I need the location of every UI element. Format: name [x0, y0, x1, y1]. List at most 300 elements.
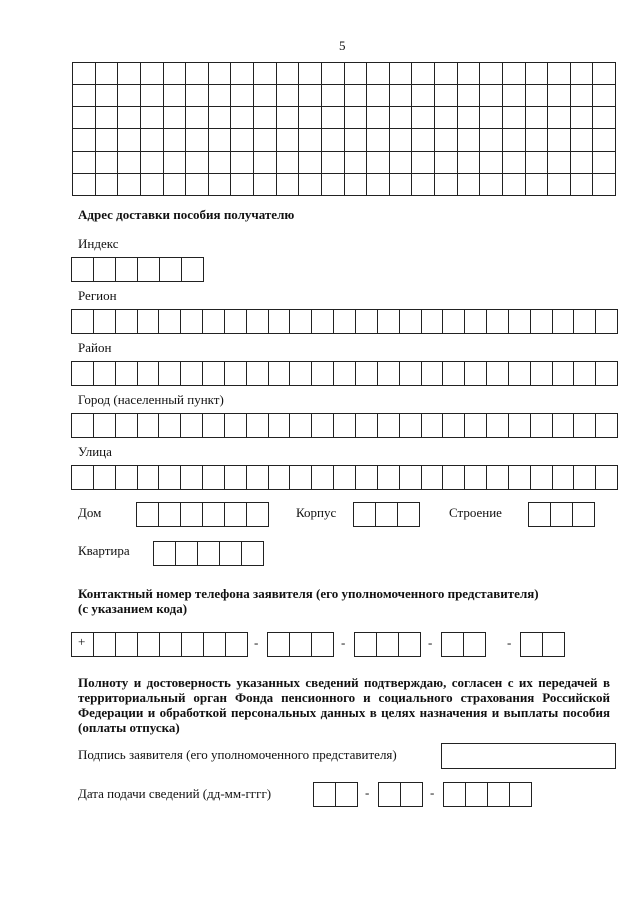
cell[interactable] [137, 414, 159, 437]
grid-cell[interactable] [231, 151, 254, 173]
cell[interactable] [400, 783, 422, 806]
grid-cell[interactable] [502, 173, 525, 195]
cell[interactable] [159, 258, 181, 281]
cell[interactable] [376, 633, 398, 656]
cell[interactable] [93, 310, 115, 333]
grid-cell[interactable] [95, 173, 118, 195]
grid-cell[interactable] [367, 63, 390, 85]
grid-cell[interactable] [163, 151, 186, 173]
grid-cell[interactable] [593, 151, 616, 173]
grid-cell[interactable] [593, 107, 616, 129]
grid-cell[interactable] [186, 63, 209, 85]
grid-cell[interactable] [276, 85, 299, 107]
cell[interactable] [444, 783, 465, 806]
structure-field[interactable] [528, 502, 595, 527]
cell[interactable] [311, 414, 333, 437]
building-field[interactable] [353, 502, 420, 527]
district-field[interactable] [71, 361, 618, 386]
grid-cell[interactable] [435, 85, 458, 107]
grid-cell[interactable] [389, 129, 412, 151]
grid-cell[interactable] [570, 151, 593, 173]
cell[interactable] [464, 310, 486, 333]
cell[interactable] [181, 258, 203, 281]
grid-cell[interactable] [389, 151, 412, 173]
grid-cell[interactable] [525, 173, 548, 195]
cell[interactable] [224, 466, 246, 489]
grid-cell[interactable] [389, 85, 412, 107]
grid-cell[interactable] [367, 107, 390, 129]
grid-cell[interactable] [118, 63, 141, 85]
cell[interactable] [552, 414, 574, 437]
cell[interactable] [289, 633, 311, 656]
cell[interactable] [573, 466, 595, 489]
grid-cell[interactable] [570, 63, 593, 85]
grid-cell[interactable] [208, 129, 231, 151]
grid-cell[interactable] [299, 173, 322, 195]
grid-cell[interactable] [254, 151, 277, 173]
grid-cell[interactable] [118, 151, 141, 173]
grid-cell[interactable] [435, 107, 458, 129]
apartment-field[interactable] [153, 541, 264, 566]
cell[interactable] [225, 633, 247, 656]
grid-cell[interactable] [435, 129, 458, 151]
cell[interactable] [530, 362, 552, 385]
grid-cell[interactable] [548, 107, 571, 129]
grid-cell[interactable] [367, 151, 390, 173]
cell[interactable] [289, 362, 311, 385]
date-day-field[interactable] [313, 782, 358, 807]
grid-cell[interactable] [276, 173, 299, 195]
grid-cell[interactable] [231, 85, 254, 107]
grid-cell[interactable] [231, 173, 254, 195]
grid-cell[interactable] [480, 85, 503, 107]
grid-cell[interactable] [367, 85, 390, 107]
cell[interactable] [398, 633, 420, 656]
grid-cell[interactable] [502, 129, 525, 151]
cell[interactable] [421, 362, 443, 385]
grid-cell[interactable] [254, 85, 277, 107]
grid-cell[interactable] [412, 129, 435, 151]
cell[interactable] [508, 310, 530, 333]
grid-cell[interactable] [457, 129, 480, 151]
grid-cell[interactable] [593, 129, 616, 151]
grid-cell[interactable] [208, 85, 231, 107]
cell[interactable] [442, 414, 464, 437]
cell[interactable] [115, 633, 137, 656]
grid-cell[interactable] [457, 107, 480, 129]
grid-cell[interactable] [95, 85, 118, 107]
grid-cell[interactable] [480, 107, 503, 129]
cell[interactable] [137, 362, 159, 385]
cell[interactable] [175, 542, 197, 565]
cell[interactable] [241, 542, 263, 565]
grid-cell[interactable] [186, 151, 209, 173]
phone-part2-field[interactable] [441, 632, 486, 657]
cell[interactable] [72, 466, 93, 489]
grid-cell[interactable] [186, 173, 209, 195]
grid-cell[interactable] [480, 129, 503, 151]
phone-code-field[interactable] [267, 632, 334, 657]
grid-cell[interactable] [276, 151, 299, 173]
cell[interactable] [487, 783, 509, 806]
cell[interactable] [311, 362, 333, 385]
cell[interactable] [268, 310, 290, 333]
cell[interactable] [72, 362, 93, 385]
grid-cell[interactable] [321, 129, 344, 151]
cell[interactable] [354, 503, 375, 526]
cell[interactable] [159, 633, 181, 656]
grid-cell[interactable] [457, 63, 480, 85]
cell[interactable] [442, 310, 464, 333]
grid-cell[interactable] [480, 173, 503, 195]
grid-cell[interactable] [299, 151, 322, 173]
grid-cell[interactable] [525, 151, 548, 173]
grid-cell[interactable] [321, 107, 344, 129]
grid-cell[interactable] [118, 85, 141, 107]
grid-cell[interactable] [389, 107, 412, 129]
grid-cell[interactable] [435, 173, 458, 195]
cell[interactable] [158, 466, 180, 489]
cell[interactable] [508, 362, 530, 385]
grid-cell[interactable] [344, 151, 367, 173]
grid-cell[interactable] [208, 107, 231, 129]
cell[interactable] [464, 466, 486, 489]
grid-cell[interactable] [140, 173, 163, 195]
grid-cell[interactable] [502, 85, 525, 107]
cell[interactable] [137, 503, 158, 526]
cell[interactable] [521, 633, 542, 656]
continuation-grid[interactable] [72, 62, 616, 196]
grid-cell[interactable] [163, 129, 186, 151]
grid-cell[interactable] [412, 63, 435, 85]
grid-cell[interactable] [163, 107, 186, 129]
grid-cell[interactable] [95, 151, 118, 173]
cell[interactable] [509, 783, 531, 806]
cell[interactable] [595, 414, 617, 437]
cell[interactable] [377, 414, 399, 437]
grid-cell[interactable] [231, 107, 254, 129]
grid-cell[interactable] [231, 63, 254, 85]
cell[interactable] [203, 633, 225, 656]
cell[interactable] [137, 310, 159, 333]
cell[interactable] [377, 466, 399, 489]
grid-cell[interactable] [118, 173, 141, 195]
cell[interactable] [93, 362, 115, 385]
cell[interactable] [442, 466, 464, 489]
grid-cell[interactable] [73, 107, 96, 129]
cell[interactable] [355, 310, 377, 333]
grid-cell[interactable] [502, 107, 525, 129]
grid-cell[interactable] [163, 63, 186, 85]
grid-cell[interactable] [73, 85, 96, 107]
cell[interactable] [421, 414, 443, 437]
grid-cell[interactable] [73, 173, 96, 195]
cell[interactable] [572, 503, 594, 526]
grid-cell[interactable] [208, 63, 231, 85]
cell[interactable] [180, 466, 202, 489]
cell[interactable] [72, 310, 93, 333]
cell[interactable] [180, 414, 202, 437]
cell[interactable] [268, 633, 289, 656]
cell[interactable] [246, 362, 268, 385]
cell[interactable] [550, 503, 572, 526]
grid-cell[interactable] [480, 63, 503, 85]
grid-cell[interactable] [412, 107, 435, 129]
cell[interactable] [202, 414, 224, 437]
cell[interactable] [158, 310, 180, 333]
cell[interactable] [137, 633, 159, 656]
cell[interactable] [508, 466, 530, 489]
cell[interactable] [93, 414, 115, 437]
cell[interactable] [399, 362, 421, 385]
cell[interactable] [158, 503, 180, 526]
grid-cell[interactable] [525, 85, 548, 107]
cell[interactable] [552, 362, 574, 385]
cell[interactable] [464, 414, 486, 437]
grid-cell[interactable] [525, 129, 548, 151]
grid-cell[interactable] [140, 129, 163, 151]
grid-cell[interactable] [95, 63, 118, 85]
cell[interactable] [311, 310, 333, 333]
cell[interactable] [486, 466, 508, 489]
grid-cell[interactable] [480, 151, 503, 173]
grid-cell[interactable] [186, 107, 209, 129]
cell[interactable] [595, 466, 617, 489]
grid-cell[interactable] [344, 85, 367, 107]
phone-country-field[interactable] [71, 632, 248, 657]
grid-cell[interactable] [276, 129, 299, 151]
cell[interactable] [246, 503, 268, 526]
cell[interactable] [397, 503, 419, 526]
grid-cell[interactable] [321, 151, 344, 173]
date-month-field[interactable] [378, 782, 423, 807]
grid-cell[interactable] [457, 85, 480, 107]
cell[interactable] [463, 633, 485, 656]
grid-cell[interactable] [367, 129, 390, 151]
grid-cell[interactable] [118, 129, 141, 151]
cell[interactable] [552, 310, 574, 333]
signature-field[interactable] [441, 743, 616, 769]
cell[interactable] [333, 466, 355, 489]
cell[interactable] [268, 466, 290, 489]
cell[interactable] [421, 310, 443, 333]
grid-cell[interactable] [570, 173, 593, 195]
cell[interactable] [268, 414, 290, 437]
cell[interactable] [72, 414, 93, 437]
cell[interactable] [224, 362, 246, 385]
grid-cell[interactable] [299, 107, 322, 129]
grid-cell[interactable] [321, 63, 344, 85]
house-field[interactable] [136, 502, 269, 527]
grid-cell[interactable] [299, 85, 322, 107]
grid-cell[interactable] [208, 173, 231, 195]
grid-cell[interactable] [299, 63, 322, 85]
grid-cell[interactable] [548, 151, 571, 173]
grid-cell[interactable] [254, 63, 277, 85]
grid-cell[interactable] [548, 85, 571, 107]
grid-cell[interactable] [276, 63, 299, 85]
grid-cell[interactable] [570, 129, 593, 151]
phone-part3-field[interactable] [520, 632, 565, 657]
cell[interactable] [375, 503, 397, 526]
cell[interactable] [246, 414, 268, 437]
cell[interactable] [529, 503, 550, 526]
grid-cell[interactable] [344, 173, 367, 195]
grid-cell[interactable] [140, 85, 163, 107]
grid-cell[interactable] [457, 151, 480, 173]
cell[interactable] [465, 783, 487, 806]
cell[interactable] [180, 503, 202, 526]
cell[interactable] [355, 362, 377, 385]
grid-cell[interactable] [186, 129, 209, 151]
cell[interactable] [442, 362, 464, 385]
cell[interactable] [115, 258, 137, 281]
cell[interactable] [573, 414, 595, 437]
cell[interactable] [154, 542, 175, 565]
cell[interactable] [93, 633, 115, 656]
grid-cell[interactable] [73, 151, 96, 173]
grid-cell[interactable] [548, 63, 571, 85]
cell[interactable] [486, 414, 508, 437]
grid-cell[interactable] [525, 63, 548, 85]
cell[interactable] [377, 310, 399, 333]
cell[interactable] [530, 310, 552, 333]
cell[interactable] [573, 310, 595, 333]
grid-cell[interactable] [570, 107, 593, 129]
grid-cell[interactable] [502, 151, 525, 173]
grid-cell[interactable] [570, 85, 593, 107]
grid-cell[interactable] [321, 85, 344, 107]
grid-cell[interactable] [231, 129, 254, 151]
grid-cell[interactable] [186, 85, 209, 107]
cell[interactable] [333, 414, 355, 437]
cell[interactable] [93, 258, 115, 281]
cell[interactable] [202, 503, 224, 526]
cell[interactable] [311, 633, 333, 656]
grid-cell[interactable] [435, 63, 458, 85]
cell[interactable] [93, 466, 115, 489]
grid-cell[interactable] [163, 85, 186, 107]
cell[interactable] [442, 633, 463, 656]
grid-cell[interactable] [525, 107, 548, 129]
cell[interactable] [335, 783, 357, 806]
cell[interactable] [355, 633, 376, 656]
cell[interactable] [379, 783, 400, 806]
grid-cell[interactable] [140, 107, 163, 129]
cell[interactable] [115, 362, 137, 385]
cell[interactable] [202, 310, 224, 333]
cell[interactable] [289, 414, 311, 437]
cell[interactable] [224, 503, 246, 526]
cell[interactable] [289, 466, 311, 489]
cell[interactable] [530, 466, 552, 489]
grid-cell[interactable] [118, 107, 141, 129]
grid-cell[interactable] [163, 173, 186, 195]
cell[interactable] [246, 466, 268, 489]
grid-cell[interactable] [254, 129, 277, 151]
cell[interactable] [314, 783, 335, 806]
region-field[interactable] [71, 309, 618, 334]
grid-cell[interactable] [140, 151, 163, 173]
grid-cell[interactable] [593, 63, 616, 85]
grid-cell[interactable] [95, 107, 118, 129]
cell[interactable] [289, 310, 311, 333]
cell[interactable] [377, 362, 399, 385]
cell[interactable] [355, 414, 377, 437]
cell[interactable] [202, 362, 224, 385]
grid-cell[interactable] [344, 107, 367, 129]
grid-cell[interactable] [412, 85, 435, 107]
street-field[interactable] [71, 465, 618, 490]
grid-cell[interactable] [254, 107, 277, 129]
cell[interactable] [158, 414, 180, 437]
grid-cell[interactable] [321, 173, 344, 195]
cell[interactable] [115, 414, 137, 437]
cell[interactable] [224, 414, 246, 437]
grid-cell[interactable] [457, 173, 480, 195]
grid-cell[interactable] [548, 173, 571, 195]
cell[interactable] [224, 310, 246, 333]
grid-cell[interactable] [367, 173, 390, 195]
grid-cell[interactable] [412, 151, 435, 173]
cell[interactable] [311, 466, 333, 489]
cell[interactable] [137, 466, 159, 489]
cell[interactable] [197, 542, 219, 565]
grid-cell[interactable] [593, 85, 616, 107]
cell[interactable] [246, 310, 268, 333]
cell[interactable] [268, 362, 290, 385]
cell[interactable] [464, 362, 486, 385]
cell[interactable] [399, 414, 421, 437]
index-field[interactable] [71, 257, 204, 282]
grid-cell[interactable] [435, 151, 458, 173]
grid-cell[interactable] [95, 129, 118, 151]
cell[interactable] [399, 310, 421, 333]
cell[interactable] [180, 362, 202, 385]
cell[interactable] [333, 362, 355, 385]
cell[interactable] [355, 466, 377, 489]
cell[interactable] [595, 362, 617, 385]
city-field[interactable] [71, 413, 618, 438]
grid-cell[interactable] [412, 173, 435, 195]
cell[interactable] [115, 310, 137, 333]
date-year-field[interactable] [443, 782, 532, 807]
cell[interactable] [421, 466, 443, 489]
grid-cell[interactable] [299, 129, 322, 151]
cell[interactable] [158, 362, 180, 385]
cell[interactable] [180, 310, 202, 333]
grid-cell[interactable] [548, 129, 571, 151]
grid-cell[interactable] [140, 63, 163, 85]
cell[interactable] [333, 310, 355, 333]
grid-cell[interactable] [208, 151, 231, 173]
grid-cell[interactable] [73, 129, 96, 151]
grid-cell[interactable] [344, 129, 367, 151]
grid-cell[interactable] [389, 63, 412, 85]
cell[interactable] [552, 466, 574, 489]
cell[interactable] [486, 310, 508, 333]
phone-part1-field[interactable] [354, 632, 421, 657]
grid-cell[interactable] [389, 173, 412, 195]
cell[interactable] [137, 258, 159, 281]
cell[interactable] [486, 362, 508, 385]
cell[interactable] [542, 633, 564, 656]
cell[interactable] [181, 633, 203, 656]
cell[interactable] [72, 258, 93, 281]
grid-cell[interactable] [344, 63, 367, 85]
grid-cell[interactable] [73, 63, 96, 85]
cell[interactable] [573, 362, 595, 385]
